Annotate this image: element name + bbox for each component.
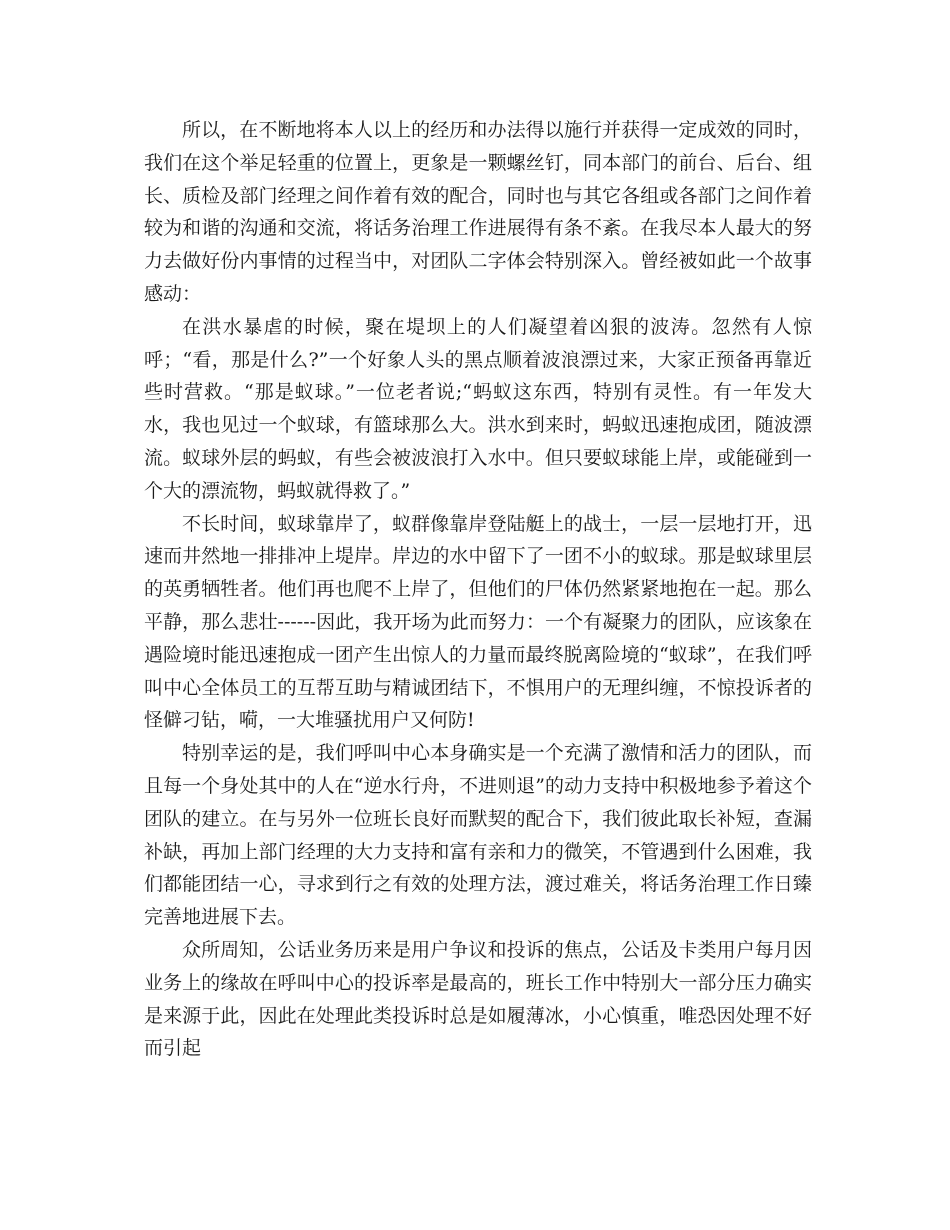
paragraph-2: 在洪水暴虐的时候，聚在堤坝上的人们凝望着凶狠的波涛。忽然有人惊呼；“看，那是什么?”一个好象人头的黑点顺着波浪漂过来，大家正预备再靠近些时营救。“那是蚁球。”一位老者说;“蚂蚁这东西，特别有灵性。有一年发大水，我也见过一个蚁球，有篮球那么大。洪水到来时，蚂蚁迅速抱成团，随波漂流。蚁球外层的蚂蚁，有些会被波浪打入水中。但只要蚁球能上岸，或能碰到一个大的漂流物，蚂蚁就得救了。” bbox=[144, 315, 812, 502]
paragraph-1: 所以，在不断地将本人以上的经历和办法得以施行并获得一定成效的同时，我们在这个举足轻重的位置上，更象是一颗螺丝钉，同本部门的前台、后台、组长、质检及部门经理之间作着有效的配合，同时也与其它各组或各部门之间作着较为和谐的沟通和交流，将话务治理工作进展得有条不紊。在我尽本人最大的努力去做好份内事情的过程当中，对团队二字体会特别深入。曾经被如此一个故事感动： bbox=[144, 119, 812, 305]
paragraph-4: 特别幸运的是，我们呼叫中心本身确实是一个充满了激情和活力的团队，而且每一个身处其中的人在“逆水行舟，不进则退”的动力支持中积极地参予着这个团队的建立。在与另外一位班长良好而默契的配合下，我们彼此取长补短，查漏补缺，再加上部门经理的大力支持和富有亲和力的微笑，不管遇到什么困难，我们都能团结一心，寻求到行之有效的处理方法，渡过难关，将话务治理工作日臻完善地进展下去。 bbox=[144, 742, 812, 929]
paragraph-3: 不长时间，蚁球靠岸了，蚁群像靠岸登陆艇上的战士，一层一层地打开，迅速而井然地一排排冲上堤岸。岸边的水中留下了一团不小的蚁球。那是蚁球里层的英勇牺牲者。他们再也爬不上岸了，但他们的尸体仍然紧紧地抱在一起。那么平静，那么悲壮------因此，我开场为此而努力：一个有凝聚力的团队，应该象在遇险境时能迅速抱成一团产生出惊人的力量而最终脱离险境的“蚁球”，在我们呼叫中心全体员工的互帮互助与精诚团结下，不惧用户的无理纠缠，不惊投诉者的怪僻刁钻，嗬，一大堆骚扰用户又何防! bbox=[144, 512, 812, 732]
paragraph-5: 众所周知，公话业务历来是用户争议和投诉的焦点，公话及卡类用户每月因业务上的缘故在呼叫中心的投诉率是最高的，班长工作中特别大一部分压力确实是来源于此，因此在处理此类投诉时总是如履薄冰，小心慎重，唯恐因处理不好而引起 bbox=[144, 938, 812, 1060]
document-body bbox=[144, 114, 812, 1065]
